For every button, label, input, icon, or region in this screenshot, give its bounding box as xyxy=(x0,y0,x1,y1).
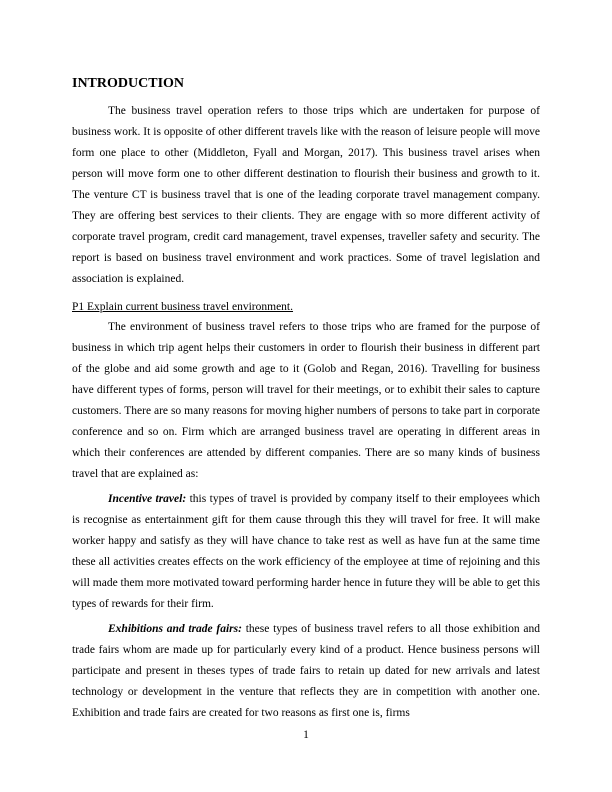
exhibitions-text: these types of business travel refers to all those exhibition and trade fairs whom are made up for particularly every kind of a product. Hence business persons will participate and present in theses types of trade fairs to retain up dated for new arrivals and latest technology or development in the venture that reflects they are in competition with another one. Exhibition and trade fairs are created for two reasons as first one is, firms xyxy=(72,623,540,719)
introduction-heading: INTRODUCTION xyxy=(72,76,185,91)
page-number: 1 xyxy=(303,729,309,741)
section-paragraph: The environment of business travel refers to those trips who are framed for the purpose of business in which trip agent helps their customers in order to flourish their business in different part of the globe and aid some growth and age to it (Golob and Regan, 2016). Travelling for business have different types of forms, person will travel for their meetings, or to exhibit their sales to capture customers. There are so many reasons for moving higher numbers of persons to take part in corporate conference and so on. Firm which are arranged business travel are operating in different areas in which their conferences are attended by different companies. There are so many kinds of business travel that are explained as: xyxy=(72,321,540,480)
exhibitions-paragraph xyxy=(72,619,540,724)
incentive-travel-paragraph xyxy=(72,489,540,615)
section-heading-p1: P1 Explain current business travel environment. xyxy=(72,301,294,313)
incentive-travel-text: this types of travel is provided by company itself to their employees which is recognise as entertainment gift for them cause through this they will travel for free. It will make worker happy and satisfy as they will have chance to take rest as well as have fun at the same time these all activities creates effects on the work efficiency of the employee at time of rejoining and this will made them more motivated toward performing harder hence in future they will be able to get this types of rewards for their firm. xyxy=(72,493,540,610)
page-content xyxy=(72,74,540,724)
intro-paragraph: The business travel operation refers to those trips which are undertaken for purpose of business work. It is opposite of other different travels like with the reason of leisure people will move form one place to other (Middleton, Fyall and Morgan, 2017). This business travel arises when person will move form one to other different destination to flourish their business and growth to it. The venture CT is business travel that is one of the leading corporate travel management company. They are offering best services to their clients. They are engage with so more different activity of corporate travel program, credit card management, travel expenses, traveller safety and security. The report is based on business travel environment and work practices. Some of travel legislation and association is explained. xyxy=(72,105,540,285)
incentive-travel-term: Incentive travel: xyxy=(108,493,187,505)
exhibitions-term: Exhibitions and trade fairs: xyxy=(108,623,242,635)
